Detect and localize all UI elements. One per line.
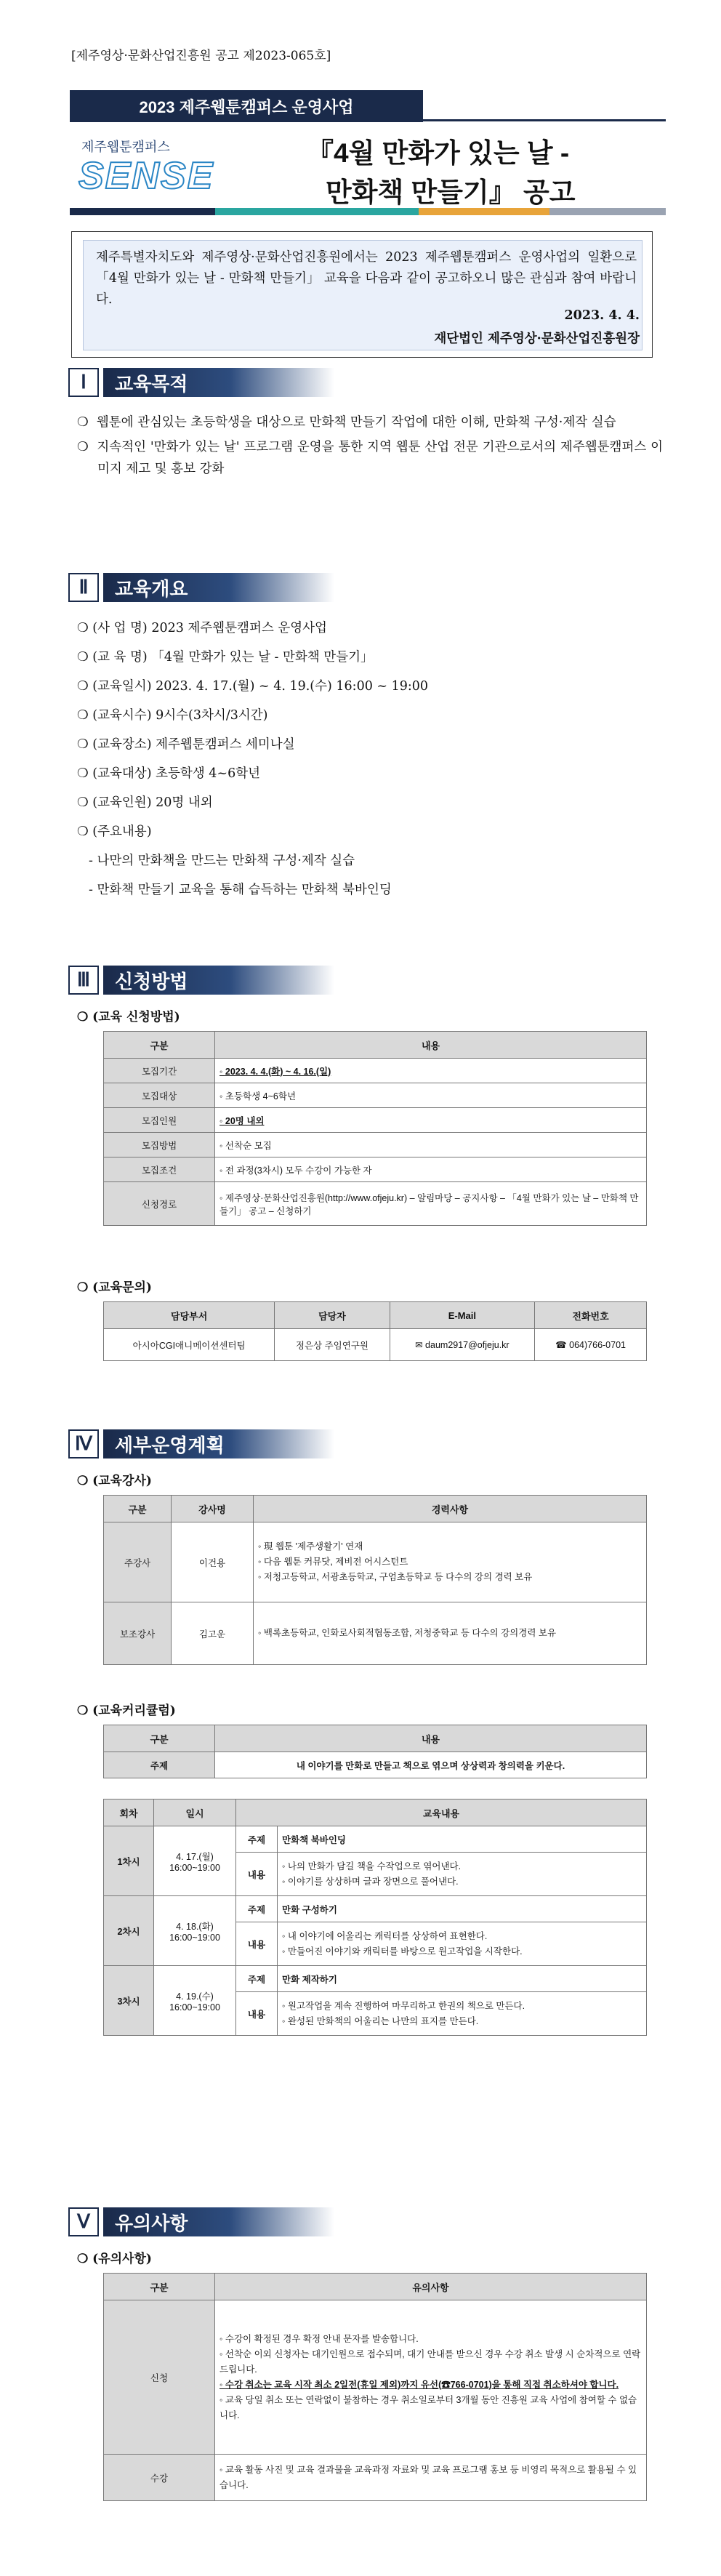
- overview-list: [77, 614, 428, 904]
- notice-text: 제주특별자치도와 제주영상·문화산업진흥원에서는 2023 제주웹툰캠퍼스 운영사업의 일환으로 「4월 만화가 있는 날 - 만화책 만들기」 교육을 다음과 같이 공고하오니 많은 관심과 참여 바랍니다.: [96, 250, 637, 307]
- overview-item: ❍ (교 육 명) 「4월 만화가 있는 날 - 만화책 만들기」: [77, 650, 374, 665]
- row-label: 수강: [104, 2455, 215, 2501]
- overview-item: ❍ (교육장소) 제주웹툰캠퍼스 세미나실: [77, 737, 295, 752]
- email-link[interactable]: daum2917@ofjeju.kr: [425, 1340, 509, 1350]
- row-value: ◦ 제주영상·문화산업진흥원(http://www.ofjeju.kr) – 알림마당 – 공지사항 – 「4월 만화가 있는 날 – 만화책 만들기」 공고 – 신청하기: [215, 1182, 647, 1226]
- col-header: E-Mail: [390, 1302, 535, 1329]
- overview-item: ❍ (교육일시) 2023. 4. 17.(월) ~ 4. 19.(수) 16:00 ~ 19:00: [77, 679, 429, 694]
- instructor-name: 김고운: [172, 1602, 254, 1665]
- section-number: Ⅴ: [68, 2207, 99, 2236]
- logo-subtitle: 제주웹툰캠퍼스: [81, 140, 170, 154]
- table-row: [104, 1329, 647, 1361]
- instructors-table: [103, 1495, 647, 1665]
- row-value: ◦ 20명 내외: [215, 1108, 647, 1133]
- session-content: ◦ 내 이야기에 어울리는 캐릭터를 상상하여 표현한다. ◦ 만들어진 이야기와 캐릭터를 바탕으로 원고작업을 시작한다.: [278, 1922, 647, 1966]
- row-value: ◦ 교육 활동 사진 및 교육 결과물을 교육과정 자료와 및 교육 프로그램 홍보 등 비영리 목적으로 활용될 수 있습니다.: [215, 2455, 647, 2501]
- col-header: 강사명: [172, 1496, 254, 1522]
- session-number: 2차시: [104, 1896, 154, 1966]
- phone-icon: ☎: [555, 1340, 567, 1350]
- table-row: [104, 1182, 647, 1226]
- title-line-2: 만화책 만들기』 공고: [326, 177, 576, 207]
- row-label: 모집기간: [104, 1059, 215, 1083]
- inquiry-label: ❍ (교육문의): [77, 1280, 152, 1295]
- section-title: 교육목적: [103, 368, 334, 397]
- stripe-navy: [70, 208, 215, 215]
- instructor-career: ◦ 백록초등학교, 인화로사회적협동조합, 저청중학교 등 다수의 강의경력 보유: [254, 1602, 647, 1665]
- col-header: 구분: [104, 1725, 215, 1752]
- stripe-gray: [549, 208, 666, 215]
- contact-person: 정은상 주임연구원: [275, 1329, 390, 1361]
- overview-item: ❍ (교육인원) 20명 내외: [77, 795, 213, 810]
- table-row: [104, 1108, 647, 1133]
- stripe-teal: [215, 208, 419, 215]
- col-header: 유의사항: [215, 2274, 647, 2300]
- col-header: 내용: [215, 1032, 647, 1059]
- mail-icon: ✉: [415, 1340, 423, 1350]
- phone-cell: ☎ 064)766-0701: [535, 1329, 647, 1361]
- col-header: 전화번호: [535, 1302, 647, 1329]
- session-topic: 만화 구성하기: [278, 1896, 647, 1922]
- session-datetime: 4. 18.(화) 16:00~19:00: [154, 1896, 236, 1966]
- program-banner: 2023 제주웹툰캠퍼스 운영사업: [70, 90, 423, 122]
- col-header: 담당자: [275, 1302, 390, 1329]
- purpose-list: [77, 412, 663, 480]
- table-row: [104, 1059, 647, 1083]
- content-label: 내용: [236, 1992, 278, 2036]
- overview-item: ❍ (교육시수) 9시수(3차시/3시간): [77, 708, 268, 723]
- instructor-career: ◦ 現 웹툰 '제주생활기' 연재 ◦ 다음 웹툰 커뮤닷, 제비전 어시스턴트 ◦ 저청고등학교, 서광초등학교, 구엄초등학교 등 다수의 강의 경력 보유: [254, 1522, 647, 1602]
- table-row: [104, 1752, 647, 1778]
- row-value: ◦ 전 과정(3차시) 모두 수강이 가능한 자: [215, 1157, 647, 1182]
- session-row: [104, 1966, 647, 1992]
- table-row: [104, 1602, 647, 1665]
- apply-table: [103, 1031, 647, 1226]
- section-number: Ⅰ: [68, 368, 99, 397]
- session-datetime: 4. 17.(월) 16:00~19:00: [154, 1826, 236, 1896]
- purpose-item: ❍ 지속적인 '만화가 있는 날' 프로그램 운영을 통한 지역 웹툰 산업 전문 기관으로서의 제주웹툰캠퍼스 이미지 제고 및 홍보 강화: [77, 440, 663, 476]
- session-content: ◦ 나의 만화가 담길 책을 수작업으로 엮어낸다. ◦ 이야기를 상상하며 글과 장면으로 풀어낸다.: [278, 1853, 647, 1896]
- section-title: 교육개요: [103, 573, 334, 602]
- row-label: 모집대상: [104, 1083, 215, 1108]
- col-header: 담당부서: [104, 1302, 275, 1329]
- table-row: [104, 1522, 647, 1602]
- session-datetime: 4. 19.(수) 16:00~19:00: [154, 1966, 236, 2036]
- session-number: 1차시: [104, 1826, 154, 1896]
- col-header: 경력사항: [254, 1496, 647, 1522]
- row-label: 모집조건: [104, 1157, 215, 1182]
- col-header: 구분: [104, 2274, 215, 2300]
- section-number: Ⅱ: [68, 573, 99, 602]
- section-3-header: [68, 964, 334, 996]
- col-header: 일시: [154, 1799, 236, 1826]
- row-value: ◦ 초등학생 4~6학년: [215, 1083, 647, 1108]
- session-row: [104, 1896, 647, 1922]
- content-label: 내용: [236, 1922, 278, 1966]
- instructors-label: ❍ (교육강사): [77, 1474, 152, 1488]
- session-row: [104, 1826, 647, 1853]
- document-number: [제주영상·문화산업진흥원 공고 제2023-065호]: [71, 49, 331, 63]
- row-value: ◦ 선착순 모집: [215, 1133, 647, 1157]
- col-header: 구분: [104, 1496, 172, 1522]
- row-label: 신청: [104, 2300, 215, 2455]
- section-number: Ⅲ: [68, 966, 99, 995]
- overview-detail: - 만화책 만들기 교육을 통해 습득하는 만화책 북바인딩: [89, 883, 392, 897]
- session-content: ◦ 원고작업을 계속 진행하여 마무리하고 한권의 책으로 만든다. ◦ 완성된 만화책의 어울리는 나만의 표지를 만든다.: [278, 1992, 647, 2036]
- theme-table: [103, 1725, 647, 1778]
- curriculum-table: [103, 1799, 647, 2036]
- dept-cell: 아시아CGI애니메이션센터팀: [104, 1329, 275, 1361]
- table-row: [104, 1133, 647, 1157]
- overview-item: ❍ (사 업 명) 2023 제주웹툰캠퍼스 운영사업: [77, 621, 327, 635]
- apply-method-label: ❍ (교육 신청방법): [77, 1010, 180, 1024]
- inquiry-table: [103, 1301, 647, 1361]
- row-label: 모집인원: [104, 1108, 215, 1133]
- section-4-header: [68, 1428, 334, 1460]
- stripe-orange: [419, 208, 549, 215]
- col-header: 구분: [104, 1032, 215, 1059]
- table-row: [104, 2455, 647, 2501]
- section-2-header: [68, 571, 334, 603]
- section-title: 신청방법: [103, 966, 334, 995]
- theme-text: 내 이야기를 만화로 만들고 책으로 엮으며 상상력과 창의력을 키운다.: [215, 1752, 647, 1778]
- instructor-name: 이건용: [172, 1522, 254, 1602]
- notes-table: [103, 2273, 647, 2501]
- col-header: 회차: [104, 1799, 154, 1826]
- row-value: ◦ 2023. 4. 4.(화) ~ 4. 16.(일): [215, 1059, 647, 1083]
- purpose-item: ❍ 웹툰에 관심있는 초등학생을 대상으로 만화책 만들기 작업에 대한 이해, 만화책 구성·제작 실습: [77, 415, 616, 430]
- overview-item: ❍ (주요내용): [77, 824, 152, 839]
- row-value: ◦ 수강이 확정된 경우 확정 안내 문자를 발송합니다. ◦ 선착순 이외 신청자는 대기인원으로 접수되며, 대기 안내를 받으신 경우 수강 취소 발생 시 순차적으로 연락드립니다. ◦ 수강 취소는 교육 시작 최소 2일전(휴일 제외)까지 유선(☎766-0701)을 통해 직접 취소하셔야 합니다. ◦ 교육 당일 취소 또는 연락없이 불참하는 경우 취소일로부터 3개월 동안 진흥원 교육 사업에 참여할 수 없습니다.: [215, 2300, 647, 2455]
- overview-detail: - 나만의 만화책을 만드는 만화책 구성·제작 실습: [89, 854, 355, 868]
- table-row: [104, 2300, 647, 2455]
- topic-label: 주제: [236, 1826, 278, 1853]
- session-topic: 만화 제작하기: [278, 1966, 647, 1992]
- section-1-header: [68, 366, 334, 398]
- overview-item: ❍ (교육대상) 초등학생 4~6학년: [77, 766, 261, 781]
- topic-label: 주제: [236, 1966, 278, 1992]
- col-header: 교육내용: [236, 1799, 647, 1826]
- email-cell: [390, 1329, 535, 1361]
- notice-date: 2023. 4. 4.: [564, 308, 640, 323]
- instructor-role: 보조강사: [104, 1602, 172, 1665]
- row-label: 신청경로: [104, 1182, 215, 1226]
- section-title: 세부운영계획: [103, 1429, 334, 1458]
- row-label: 모집방법: [104, 1133, 215, 1157]
- topic-label: 주제: [236, 1896, 278, 1922]
- notice-org: 재단법인 제주영상·문화산업진흥원장: [434, 332, 640, 346]
- session-number: 3차시: [104, 1966, 154, 2036]
- table-row: [104, 1083, 647, 1108]
- section-5-header: [68, 2206, 334, 2238]
- title-line-1: 『4월 만화가 있는 날 -: [307, 138, 570, 168]
- col-header: 내용: [215, 1725, 647, 1752]
- table-row: [104, 1157, 647, 1182]
- banner-rule: [423, 119, 666, 121]
- sense-logo: SENSE: [78, 155, 214, 197]
- content-label: 내용: [236, 1853, 278, 1896]
- curriculum-label: ❍ (교육커리큘럼): [77, 1704, 176, 1718]
- theme-label: 주제: [104, 1752, 215, 1778]
- notes-label: ❍ (유의사항): [77, 2252, 152, 2266]
- section-title: 유의사항: [103, 2207, 334, 2236]
- instructor-role: 주강사: [104, 1522, 172, 1602]
- session-topic: 만화책 북바인딩: [278, 1826, 647, 1853]
- section-number: Ⅳ: [68, 1429, 99, 1458]
